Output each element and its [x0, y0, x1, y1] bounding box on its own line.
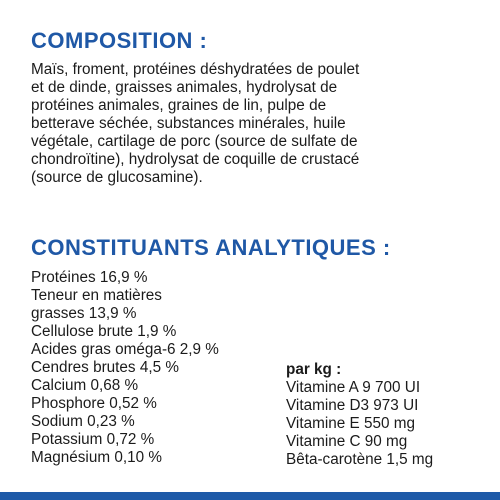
analytic-item-potassium: Potassium 0,72 %: [31, 431, 155, 448]
analytic-item-omega6: Acides gras oméga-6 2,9 %: [31, 341, 219, 358]
vitamins-title: par kg :: [286, 361, 342, 378]
composition-text: [31, 61, 481, 187]
analytic-item-phosphorus: Phosphore 0,52 %: [31, 395, 157, 412]
composition-line: végétale, cartilage de porc (source de sulfate de: [31, 133, 358, 150]
analytic-item-proteins: Protéines 16,9 %: [31, 269, 148, 286]
vitamin-item-e: Vitamine E 550 mg: [286, 415, 415, 432]
vitamin-item-c: Vitamine C 90 mg: [286, 433, 408, 450]
analytic-item-magnesium: Magnésium 0,10 %: [31, 449, 162, 466]
composition-line: chondroïtine), hydrolysat de coquille de crustacé: [31, 151, 360, 168]
analytic-item-calcium: Calcium 0,68 %: [31, 377, 139, 394]
composition-line: et de dinde, graisses animales, hydrolysat de: [31, 79, 338, 96]
constituents-heading: CONSTITUANTS ANALYTIQUES :: [31, 235, 391, 260]
composition-heading: COMPOSITION :: [31, 28, 208, 53]
analytic-constituents-list: [31, 269, 219, 467]
vitamin-item-d3: Vitamine D3 973 UI: [286, 397, 419, 414]
analytic-item-sodium: Sodium 0,23 %: [31, 413, 135, 430]
analytic-item-ash: Cendres brutes 4,5 %: [31, 359, 179, 376]
analytic-item-fat-label: Teneur en matières: [31, 287, 162, 304]
composition-line: Maïs, froment, protéines déshydratées de poulet: [31, 61, 360, 78]
bottom-bar: [0, 492, 500, 500]
vitamin-item-a: Vitamine A 9 700 UI: [286, 379, 421, 396]
composition-line: betterave séchée, substances minérales, huile: [31, 115, 346, 132]
composition-line: protéines animales, graines de lin, pulpe de: [31, 97, 327, 114]
vitamin-item-beta-carotene: Bêta-carotène 1,5 mg: [286, 451, 434, 468]
analytic-item-fibre: Cellulose brute 1,9 %: [31, 323, 177, 340]
composition-line: (source de glucosamine).: [31, 169, 203, 186]
vitamins-per-kg-list: [286, 361, 433, 469]
analytic-item-fat-value: grasses 13,9 %: [31, 305, 137, 322]
